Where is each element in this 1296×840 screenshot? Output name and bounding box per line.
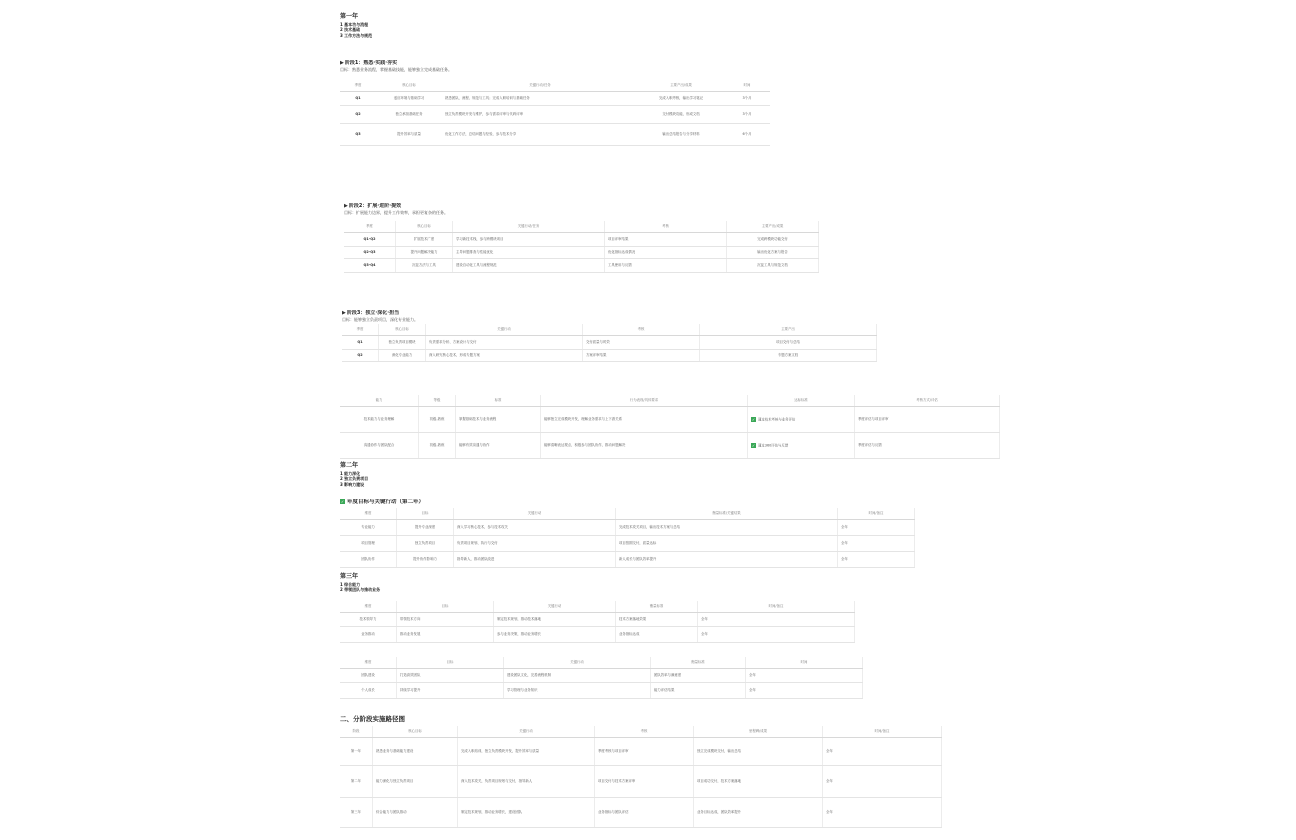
- section4-title: 二、分阶段实施路径图: [340, 715, 405, 723]
- table-header: 主要产出/成果: [638, 80, 724, 92]
- skill-table: 能力 等级 标准 行为表现/具体要求 达标标准 考核方式/评估 技术能力与业务理解 初级-熟练 掌握基础技术与业务流程 能够独立完成模块开发，理解业务需求与上下游关系 ✓ 通过技术考核与业务评估 季度评估与项目评审 沟通协作与团队配合 初级-熟练 能够有效沟通与协作 能够清晰表达观点，积极参与团队协作，推动问题解决 ✓ 通过360评估与反馈 季度评估与反馈: [340, 395, 1000, 459]
- table-row: 团队建设 打造高效团队 建设团队文化，完善流程机制 团队效率与满意度 全年: [340, 668, 863, 682]
- table-row: Q1 独立负责项目模块 负责需求分析、方案设计与交付 交付质量与时效 项目交付与总结: [342, 336, 877, 350]
- triangle-icon: ▶: [342, 310, 346, 316]
- section1-item: 1 基本功与流程: [340, 22, 369, 28]
- skill-block: [340, 395, 958, 459]
- table-row: 个人成长 持续学习提升 学习管理与业务知识 能力评估结果 全年: [340, 682, 863, 698]
- table-header: 季度: [340, 80, 376, 92]
- table-row: 专业能力 提升专业深度 深入学习核心技术，参与技术攻关 完成技术攻关项目，输出技术方案与总结 全年: [340, 519, 915, 535]
- table-row: 第三年 综合能力与团队推动 制定技术规划，推动业务增长，建设团队 业务指标与团队评估 业务目标达成，团队效率提升 全年: [340, 797, 942, 827]
- phase1-table: [340, 80, 770, 146]
- check-icon: ✓: [340, 499, 345, 505]
- triangle-icon: ▶: [344, 203, 348, 209]
- phase3-block: [342, 310, 847, 362]
- table-row: 第二年 能力深化与独立负责项目 深入技术攻关，负责项目规划与交付，指导新人 项目交付与技术方案评审 项目成功交付，技术方案落地 全年: [340, 765, 942, 797]
- phase3-table: 季度 核心目标 关键行动 考核 主要产出 Q1 独立负责项目模块 负责需求分析、方案设计与交付 交付质量与时效 项目交付与总结 Q2 深化专业能力 深入研究核心技术，形成专题方案 方案评审结果 专题方案文档: [342, 324, 877, 362]
- table-row: 项目管理 独立负责项目 负责项目规划、执行与交付 项目按期交付，质量达标 全年: [340, 535, 915, 551]
- phase1-block: [340, 60, 760, 146]
- phase2-table: 季度 核心目标 关键行动/任务 考核 主要产出/成果 Q1-Q2 扩展技术广度 学习新技术栈，参与跨模块项目 项目评审结果 完成跨模块功能交付 Q2-Q3 提升问题解决能力 主导问题排查与性能优化 优化指标达成情况 输出优化方案与报告 Q3-Q4 沉淀方法与工具 建设自动化工具与流程规范 工具使用与反馈 沉淀工具与规范文档: [344, 221, 819, 273]
- triangle-icon: ▶: [340, 60, 344, 66]
- check-icon: ✓: [751, 442, 756, 448]
- section2-block: 第二年 1 能力深化 2 独立负责项目 3 影响力建设 ✓ 年度目标与关键行动（第二年） 维度 目标 关键行动 衡量标准/关键结果 时间/备注 专业能力 提升专业深度 深入学习核心技术，参与技术攻关 完成技术攻关项目，输出技术方案与总结 全年 项目管理 独立负责项目 负责项目规划、执行与交付 项目按期交付，质量达标 全年 团队协作 提升协作影响力 指导新人，推动团队改进 新人成长与团队效率提升 全年: [340, 462, 880, 568]
- section1-item: 3 工作方法与规范: [340, 32, 373, 38]
- table-row: Q1 适应环境与基础学习 熟悉团队、流程、规范与工具；完成入职培训与基础任务 完成入职考核，输出学习笔记 3个月: [340, 92, 770, 106]
- phase1-intro: 目标：熟悉业务流程，掌握基础技能，能够独立完成基础任务。: [340, 66, 452, 72]
- table-row: Q3 提升效率与质量 优化工作方法，总结问题与经验，参与技术分享 输出总结报告与分享材料 6个月: [340, 124, 770, 146]
- section3-title: 第三年: [340, 573, 359, 580]
- table-row: 技术领导力 带领技术方向 制定技术规划，推动技术落地 技术方案落地效果 全年: [340, 612, 855, 626]
- table-row: Q2 独立承担基础任务 独立负责模块开发与维护，参与需求评审与代码评审 交付模块功能，形成文档 3个月: [340, 106, 770, 124]
- table-row: 技术能力与业务理解 初级-熟练 掌握基础技术与业务流程 能够独立完成模块开发，理解业务需求与上下游关系 ✓ 通过技术考核与业务评估 季度评估与项目评审: [340, 407, 1000, 433]
- section1-header: [340, 13, 640, 38]
- roadmap-table: 阶段 核心目标 关键行动 考核 里程碑/成果 时间/备注 第一年 熟悉业务与基础能力建设 完成入职培训，独立负责模块开发，提升效率与质量 季度考核与项目评审 独立完成模块交付，输出总结 全年 第二年 能力深化与独立负责项目 深入技术攻关，负责项目规划与交付，指导新人 项目交付与技术方案评审 项目成功交付，技术方案落地 全年 第三年 综合能力与团队推动 制定技术规划，推动业务增长，建设团队 业务指标与团队评估 业务目标达成，团队效率提升 全年: [340, 726, 942, 828]
- section4-block: [340, 710, 900, 828]
- table-row: Q2-Q3 提升问题解决能力 主导问题排查与性能优化 优化指标达成情况 输出优化方案与报告: [344, 247, 819, 259]
- table-row: 团队协作 提升协作影响力 指导新人，推动团队改进 新人成长与团队效率提升 全年: [340, 551, 915, 567]
- table-row: 业务推动 推动业务发展 参与业务决策，推动业务增长 业务指标达成 全年: [340, 626, 855, 642]
- phase2-intro: 目标：扩展能力边界，提升工作效率，承担更复杂的任务。: [344, 209, 448, 215]
- section2-table: 维度 目标 关键行动 衡量标准/关键结果 时间/备注 专业能力 提升专业深度 深入学习核心技术，参与技术攻关 完成技术攻关项目，输出技术方案与总结 全年 项目管理 独立负责项目 负责项目规划、执行与交付 项目按期交付，质量达标 全年 团队协作 提升协作影响力 指导新人，推动团队改进 新人成长与团队效率提升 全年: [340, 508, 915, 568]
- table-row: Q2 深化专业能力 深入研究核心技术，形成专题方案 方案评审结果 专题方案文档: [342, 350, 877, 362]
- table-header: 时间: [724, 80, 770, 92]
- phase2-title: 阶段2：扩展·进阶·提效: [348, 203, 402, 209]
- section1-item: 2 技术基础: [340, 27, 361, 33]
- section3-table-1: 维度 目标 关键行动 衡量标准 时间/备注 技术领导力 带领技术方向 制定技术规划，推动技术落地 技术方案落地效果 全年 业务推动 推动业务发展 参与业务决策，推动业务增长 业务指标达成 全年: [340, 601, 855, 643]
- section2-title: 第二年: [340, 462, 359, 469]
- table-row: Q1-Q2 扩展技术广度 学习新技术栈，参与跨模块项目 项目评审结果 完成跨模块功能交付: [344, 233, 819, 247]
- section3-block: 第三年 1 综合能力 2 带领团队与推动业务 维度 目标 关键行动 衡量标准 时间/备注 技术领导力 带领技术方向 制定技术规划，推动技术落地 技术方案落地效果 全年 业务推动 推动业务发展 参与业务决策，推动业务增长 业务指标达成 全年 维度 目标 关键行动 衡量标准 时间 团队建设 打造高效团队 建设团队文化，完善流程机制 团队效率与满意度 全年 个人成长 持续学习提升 学习管理与业务知识 能力评估结果 全年: [340, 573, 830, 699]
- section2-table-title: 年度目标与关键行动（第二年）: [347, 499, 425, 506]
- table-row: 沟通协作与团队配合 初级-熟练 能够有效沟通与协作 能够清晰表达观点，积极参与团队协作，推动问题解决 ✓ 通过360评估与反馈 季度评估与反馈: [340, 433, 1000, 459]
- check-icon: ✓: [751, 416, 756, 422]
- phase3-title: 阶段3：独立·深化·担当: [346, 310, 400, 316]
- section3-table-2: 维度 目标 关键行动 衡量标准 时间 团队建设 打造高效团队 建设团队文化，完善流程机制 团队效率与满意度 全年 个人成长 持续学习提升 学习管理与业务知识 能力评估结果 全年: [340, 657, 863, 699]
- phase3-intro: 目标：能够独立负责项目，深化专业能力。: [342, 316, 418, 322]
- table-row: 第一年 熟悉业务与基础能力建设 完成入职培训，独立负责模块开发，提升效率与质量 季度考核与项目评审 独立完成模块交付，输出总结 全年: [340, 737, 942, 765]
- section1-title: 第一年: [340, 13, 359, 20]
- table-header: 关键行动/任务: [442, 80, 638, 92]
- table-row: Q3-Q4 沉淀方法与工具 建设自动化工具与流程规范 工具使用与反馈 沉淀工具与规范文档: [344, 259, 819, 273]
- phase2-block: [344, 203, 788, 273]
- table-header: 核心目标: [376, 80, 442, 92]
- phase1-title: 阶段1：熟悉·实践·夯实: [344, 60, 398, 66]
